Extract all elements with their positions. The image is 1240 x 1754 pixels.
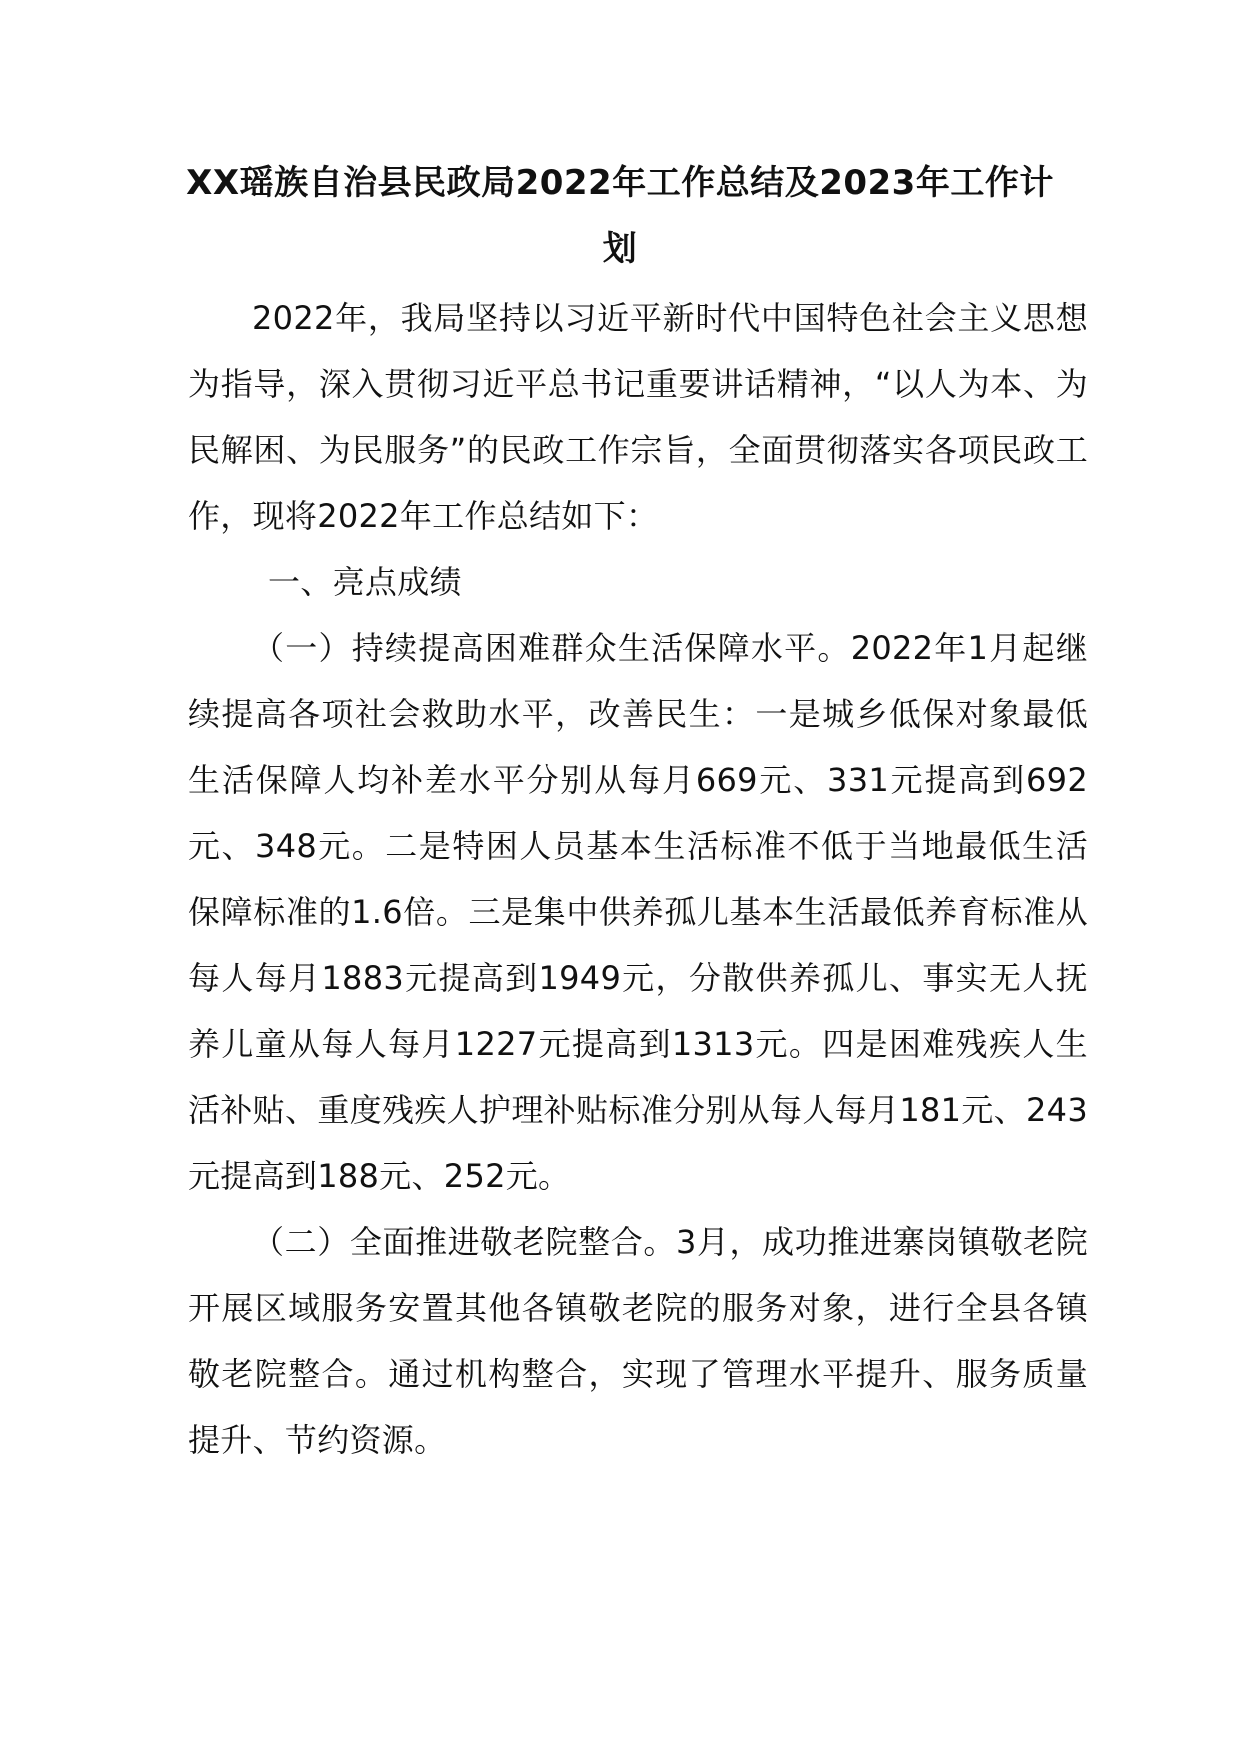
- section-heading-highlights: 一、亮点成绩: [268, 563, 462, 601]
- intro-paragraph: 2022年，我局坚持以习近平新时代中国特色社会主义思想为指导，深入贯彻习近平总书记重要讲话精神，“以人为本、为民解困、为民服务”的民政工作宗旨，全面贯彻落实各项民政工作，现将2022年工作总结如下：: [188, 299, 1088, 535]
- document-body: [188, 285, 1088, 1473]
- document-title: XX瑶族自治县民政局2022年工作总结及2023年工作计划: [186, 163, 1054, 269]
- paragraph-nursing-home-integration: （二）全面推进敬老院整合。3月，成功推进寨岗镇敬老院开展区域服务安置其他各镇敬老院的服务对象，进行全县各镇敬老院整合。通过机构整合，实现了管理水平提升、服务质量提升、节约资源。: [188, 1223, 1088, 1459]
- paragraph-living-security: （一）持续提高困难群众生活保障水平。2022年1月起继续提高各项社会救助水平，改善民生：一是城乡低保对象最低生活保障人均补差水平分别从每月669元、331元提高到692元、348元。二是特困人员基本生活标准不低于当地最低生活保障标准的1.6倍。三是集中供养孤儿基本生活最低养育标准从每人每月1883元提高到1949元，分散供养孤儿、事实无人抚养儿童从每人每月1227元提高到1313元。四是困难残疾人生活补贴、重度残疾人护理补贴标准分别从每人每月181元、243元提高到188元、252元。: [188, 629, 1088, 1195]
